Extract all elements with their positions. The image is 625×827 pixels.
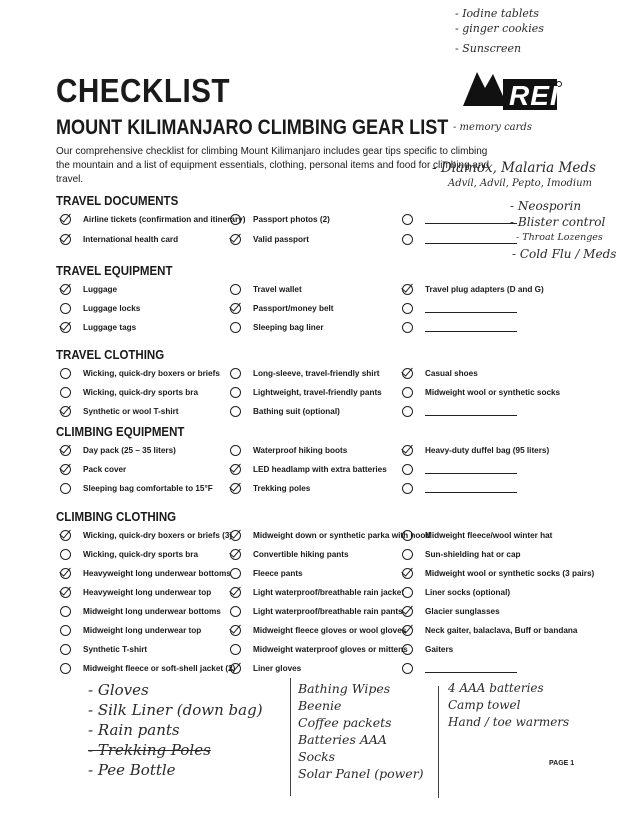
climbing-equipment-col3 [402,443,549,495]
handwritten-line: - Trekking Poles [88,741,211,759]
checkbox[interactable] [230,644,241,655]
item-label: International health card [83,234,179,244]
handwritten-line: Hand / toe warmers [448,715,570,729]
handwritten-line: Batteries AAA [298,732,387,747]
item-label: Heavyweight long underwear top [83,587,212,597]
checkbox[interactable] [230,483,241,494]
item-label: Gaiters [425,644,454,654]
handwritten-line: Socks [298,749,336,764]
travel-documents-col3 [402,212,517,246]
travel-equipment-col3 [402,282,544,334]
handwritten-divider [290,678,292,796]
checkbox[interactable] [402,549,413,560]
checklist-item[interactable] [230,604,430,618]
checklist-item[interactable] [60,232,245,246]
checkbox[interactable] [402,568,413,579]
checkbox[interactable] [402,284,413,295]
checklist-item[interactable] [402,366,560,380]
handwritten-line: - Throat Lozenges [516,232,603,243]
climbing-clothing-col1 [60,528,235,675]
checkbox[interactable] [60,368,71,379]
blank-line[interactable] [425,235,517,244]
item-label: Wicking, quick-dry boxers or briefs [83,368,220,378]
checklist-item[interactable] [60,212,245,226]
logo-text: REI [509,80,559,111]
checkbox[interactable] [230,568,241,579]
checkbox[interactable] [230,368,241,379]
checkbox[interactable] [402,406,413,417]
checkbox[interactable] [230,445,241,456]
handwritten-line: - Iodine tablets [455,7,539,20]
checkbox[interactable] [402,606,413,617]
item-label: Light waterproof/breathable rain pants [253,606,403,616]
section-heading-travel-equipment: TRAVEL EQUIPMENT [56,264,173,278]
item-label: Midweight fleece or soft-shell jacket (2) [83,663,236,673]
checkbox[interactable] [402,663,413,674]
checkbox[interactable] [230,625,241,636]
checklist-item[interactable] [402,404,560,418]
item-label: Liner socks (optional) [425,587,511,597]
checkbox[interactable] [230,387,241,398]
checklist-item[interactable] [230,661,430,675]
checklist-item[interactable] [230,232,330,246]
checklist-item[interactable] [402,566,594,580]
checklist-item[interactable] [60,585,235,599]
checklist-item[interactable] [60,404,220,418]
checkbox[interactable] [60,549,71,560]
checkbox[interactable] [230,406,241,417]
item-label: Wicking, quick-dry boxers or briefs (3) [83,530,233,540]
checklist-item[interactable] [230,212,330,226]
item-label: Synthetic T-shirt [83,644,148,654]
item-label: Travel wallet [253,284,302,294]
checkbox[interactable] [60,530,71,541]
handwritten-line: Camp towel [448,698,521,712]
handwritten-line: Solar Panel (power) [298,766,424,781]
blank-line[interactable] [425,465,517,474]
checkbox[interactable] [402,483,413,494]
item-label: Sleeping bag comfortable to 15°F [83,483,213,493]
checkbox[interactable] [60,445,71,456]
handwritten-line: - Blister control [510,215,606,229]
checklist-item[interactable] [402,462,549,476]
item-label: Midweight waterproof gloves or mittens [253,644,408,654]
handwritten-line: - Cold Flu / Meds [512,247,617,261]
handwritten-line: Beenie [298,698,342,713]
handwritten-line: - Rain pants [88,721,180,739]
checkbox[interactable] [402,387,413,398]
handwritten-line: Advil, Advil, Pepto, Imodium [448,178,593,189]
checkbox[interactable] [60,406,71,417]
item-label: Midweight down or synthetic parka with hood [253,530,431,540]
item-label: Passport photos (2) [253,214,330,224]
checklist-item[interactable] [402,385,560,399]
climbing-clothing-col3 [402,528,594,675]
checklist-item[interactable] [60,481,213,495]
item-label: Midweight fleece/wool winter hat [425,530,553,540]
item-label: Luggage tags [83,322,137,332]
item-label: Wicking, quick-dry sports bra [83,387,199,397]
handwritten-line: - Pee Bottle [88,761,176,779]
handwritten-list-left [88,680,263,780]
item-label: Luggage locks [83,303,141,313]
handwritten-list-right [448,680,569,731]
checkbox[interactable] [230,663,241,674]
handwritten-line: Coffee packets [298,715,392,730]
checklist-item[interactable] [402,528,594,542]
item-label: Wicking, quick-dry sports bra [83,549,199,559]
travel-documents-col2 [230,212,330,246]
travel-clothing-col2 [230,366,382,418]
checkbox[interactable] [230,322,241,333]
checkbox[interactable] [60,644,71,655]
handwritten-line: - Sunscreen [455,42,522,55]
checklist-item[interactable] [60,547,235,561]
checkbox[interactable] [230,530,241,541]
checklist-item[interactable] [402,282,544,296]
checkbox[interactable] [402,234,413,245]
item-label: Travel plug adapters (D and G) [425,284,544,294]
checkbox[interactable] [60,214,71,225]
item-label: Glacier sunglasses [425,606,500,616]
item-label: Pack cover [83,464,127,474]
page-subtitle: MOUNT KILIMANJARO CLIMBING GEAR LIST [56,116,449,139]
checkbox[interactable] [402,644,413,655]
blank-line[interactable] [425,407,517,416]
item-label: Long-sleeve, travel-friendly shirt [253,368,380,378]
handwritten-note-memory: - memory cards [453,122,532,133]
checklist-item[interactable] [230,301,334,315]
checklist-item[interactable] [230,462,387,476]
travel-clothing-col3 [402,366,560,418]
checkbox[interactable] [60,234,71,245]
checklist-item[interactable] [60,320,140,334]
item-label: Lightweight, travel-friendly pants [253,387,382,397]
handwritten-list-middle [298,680,424,782]
checkbox[interactable] [402,464,413,475]
item-label: Neck gaiter, balaclava, Buff or bandana [425,625,578,635]
checklist-item[interactable] [402,212,517,226]
checklist-item[interactable] [230,481,387,495]
checklist-item[interactable] [60,443,213,457]
blank-line[interactable] [425,484,517,493]
checkbox[interactable] [230,606,241,617]
handwritten-line: - Gloves [88,681,149,699]
checklist-item[interactable] [60,301,140,315]
checkbox[interactable] [60,303,71,314]
checklist-item[interactable] [402,547,594,561]
item-label: Midweight long underwear bottoms [83,606,221,616]
checklist-item[interactable] [402,232,517,246]
checkbox[interactable] [230,214,241,225]
item-label: Valid passport [253,234,309,244]
page-number: PAGE 1 [549,760,575,767]
checkbox[interactable] [402,445,413,456]
checkbox[interactable] [60,322,71,333]
checkbox[interactable] [230,234,241,245]
checkbox[interactable] [402,625,413,636]
item-label: Heavyweight long underwear bottoms [83,568,231,578]
item-label: Light waterproof/breathable rain jacket [253,587,405,597]
checklist-item[interactable] [60,366,220,380]
checkbox[interactable] [402,368,413,379]
item-label: Fleece pants [253,568,303,578]
handwritten-note-right [432,160,616,262]
travel-clothing-col1 [60,366,220,418]
blank-line[interactable] [425,664,517,673]
travel-equipment-col1 [60,282,140,334]
checklist-item[interactable] [402,623,594,637]
checklist-item[interactable] [230,528,430,542]
handwritten-line: 4 AAA batteries [448,681,544,695]
rei-logo [463,62,563,114]
checkbox[interactable] [230,464,241,475]
item-label: Liner gloves [253,663,302,673]
blank-line[interactable] [425,215,517,224]
item-label: Convertible hiking pants [253,549,349,559]
checklist-item[interactable] [230,623,430,637]
checklist-item[interactable] [230,642,430,656]
checkbox[interactable] [60,387,71,398]
checkbox[interactable] [402,322,413,333]
checkbox[interactable] [230,549,241,560]
item-label: LED headlamp with extra batteries [253,464,387,474]
checkbox[interactable] [60,625,71,636]
checkbox[interactable] [402,587,413,598]
checklist-item[interactable] [402,481,549,495]
checklist-item[interactable] [230,547,430,561]
item-label: Midweight fleece gloves or wool gloves [253,625,407,635]
checklist-item[interactable] [60,462,213,476]
handwritten-line: - Diamox, Malaria Meds [432,160,596,176]
checklist-item[interactable] [60,604,235,618]
checkbox[interactable] [402,303,413,314]
travel-documents-col1 [60,212,245,246]
travel-equipment-col2 [230,282,334,334]
checkbox[interactable] [60,483,71,494]
checklist-item[interactable] [230,566,430,580]
climbing-clothing-col2 [230,528,430,675]
checklist-item[interactable] [402,301,544,315]
checklist-item[interactable] [60,566,235,580]
item-label: Day pack (25 – 35 liters) [83,445,176,455]
checkbox[interactable] [402,530,413,541]
checklist-item[interactable] [60,642,235,656]
section-heading-climbing-clothing: CLIMBING CLOTHING [56,510,177,524]
item-label: Bathing suit (optional) [253,406,340,416]
handwritten-divider [438,686,440,798]
blank-line[interactable] [425,323,517,332]
item-label: Sun-shielding hat or cap [425,549,521,559]
handwritten-line: - Neosporin [510,199,582,213]
blank-line[interactable] [425,304,517,313]
climbing-equipment-col2 [230,443,387,495]
checklist-item[interactable] [402,320,544,334]
checkbox[interactable] [230,303,241,314]
item-label: Midweight wool or synthetic socks [425,387,561,397]
item-label: Midweight wool or synthetic socks (3 pairs) [425,568,595,578]
checkbox[interactable] [60,568,71,579]
checklist-item[interactable] [402,443,549,457]
checkbox[interactable] [60,284,71,295]
checklist-item[interactable] [230,585,430,599]
checkbox[interactable] [230,587,241,598]
checklist-item[interactable] [230,366,382,380]
checkbox[interactable] [402,214,413,225]
section-heading-travel-clothing: TRAVEL CLOTHING [56,348,165,362]
item-label: Heavy-duty duffel bag (95 liters) [425,445,550,455]
item-label: Trekking poles [253,483,311,493]
checklist-item[interactable] [402,661,594,675]
section-heading-travel-documents: TRAVEL DOCUMENTS [56,194,179,208]
checkbox[interactable] [60,587,71,598]
intro-paragraph: Our comprehensive checklist for climbing Mount Kilimanjaro includes gear tips specific to climbing the mountain and a list of equipment essentials, clothing, personal items and food for climbing and travel. [56,145,490,185]
handwritten-line: - Silk Liner (down bag) [88,701,263,719]
item-label: Casual shoes [425,368,478,378]
item-label: Waterproof hiking boots [253,445,348,455]
handwritten-line: - ginger cookies [455,22,544,35]
checklist-item[interactable] [230,385,382,399]
item-label: Synthetic or wool T-shirt [83,406,179,416]
item-label: Passport/money belt [253,303,334,313]
checklist-item[interactable] [230,282,334,296]
checkbox[interactable] [230,284,241,295]
checklist-item[interactable] [230,404,382,418]
section-heading-climbing-equipment: CLIMBING EQUIPMENT [56,425,185,439]
checklist-item[interactable] [402,604,594,618]
item-label: Sleeping bag liner [253,322,324,332]
handwritten-line: Bathing Wipes [298,681,391,696]
item-label: Midweight long underwear top [83,625,202,635]
checklist-item[interactable] [60,623,235,637]
checklist-item[interactable] [60,385,220,399]
checklist-item[interactable] [230,443,387,457]
checkbox[interactable] [60,464,71,475]
item-label: Luggage [83,284,118,294]
checklist-item[interactable] [60,661,235,675]
item-label: Airline tickets (confirmation and itinerary) [83,214,246,224]
checkbox[interactable] [60,663,71,674]
checklist-item[interactable] [60,528,235,542]
checklist-item[interactable] [60,282,140,296]
page-title: CHECKLIST [56,72,231,109]
checkbox[interactable] [60,606,71,617]
checklist-item[interactable] [402,585,594,599]
climbing-equipment-col1 [60,443,213,495]
checklist-item[interactable] [402,642,594,656]
handwritten-note-top [455,6,544,56]
checklist-item[interactable] [230,320,334,334]
